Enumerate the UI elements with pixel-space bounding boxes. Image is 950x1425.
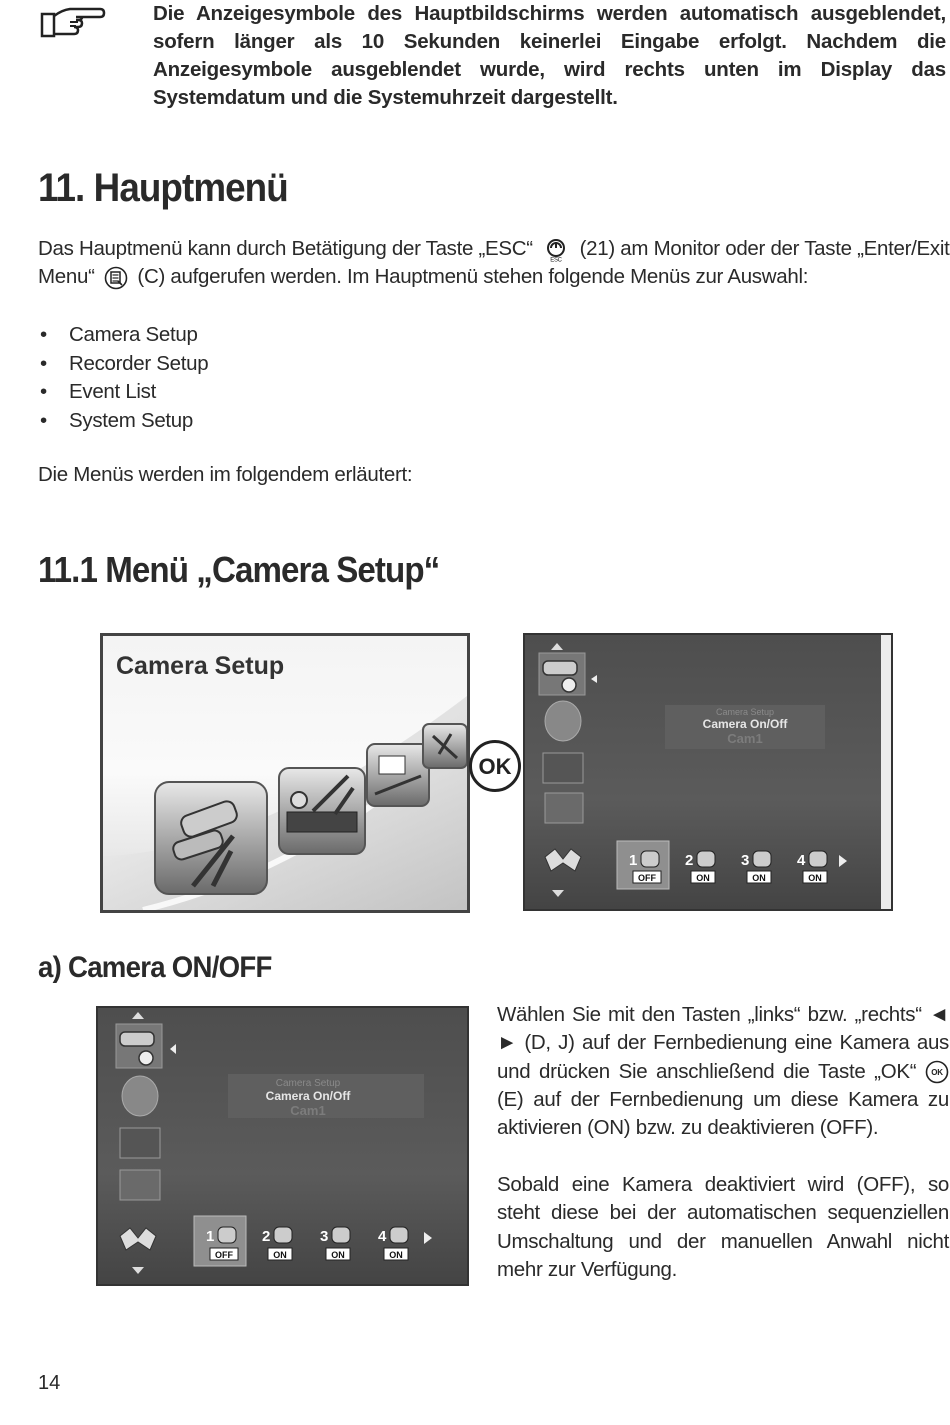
camera-menu-screen <box>525 635 891 909</box>
overlay-title: Camera Setup <box>715 707 775 717</box>
menu-list-item: • System Setup <box>38 407 208 436</box>
ok-button-icon <box>468 739 522 793</box>
pointing-hand-icon <box>40 6 106 40</box>
menu-list-item: • Event List <box>38 378 208 407</box>
butterfly-icon <box>120 1228 156 1250</box>
explain-text: Die Menüs werden im folgendem erläutert: <box>38 463 413 486</box>
camera-icon <box>543 661 577 675</box>
image-icon <box>120 1170 160 1200</box>
instructions-text-a: Wählen Sie mit den Tasten „links“ bzw. „rechts“ ◄ ► (D, J) auf der Fernbedienung eine Kamera aus und drücken Sie anschließend die Taste „OK“ <box>497 1003 949 1083</box>
record-icon <box>120 1128 160 1158</box>
camera-setup-title: Camera Setup <box>116 652 285 680</box>
power-icon <box>139 1051 153 1065</box>
power-icon <box>562 678 576 692</box>
enter-exit-menu-icon <box>104 266 128 290</box>
camera-setup-illustration <box>103 636 467 910</box>
cam-number: 1 <box>206 1228 215 1245</box>
cam-state: ON <box>752 873 766 883</box>
cam-number: 2 <box>685 852 694 869</box>
cam-1-tile[interactable] <box>629 851 661 883</box>
cam-number: 3 <box>320 1228 329 1245</box>
ok-button-icon <box>925 1060 949 1084</box>
section-title: 11. Hauptmenü <box>38 166 288 210</box>
menu-list-item: • Camera Setup <box>38 321 208 350</box>
camera-onoff-instructions <box>497 1001 949 1142</box>
overlay-item: Camera On/Off <box>702 717 788 731</box>
motion-icon <box>545 701 581 741</box>
intro-text-c: Menu“ <box>38 265 95 288</box>
cam-state: ON <box>273 1250 287 1260</box>
scroll-up-arrow-icon <box>132 1012 144 1019</box>
cam-3-tile[interactable] <box>320 1227 350 1260</box>
cam-state: OFF <box>638 873 656 883</box>
menu-list-item: • Recorder Setup <box>38 350 208 379</box>
scroll-up-arrow-icon <box>551 643 563 650</box>
menu-list <box>38 321 208 435</box>
event-list-tile <box>367 744 429 806</box>
cam-2-tile[interactable] <box>685 851 715 883</box>
camera-onoff-title: a) Camera ON/OFF <box>38 951 272 984</box>
scroll-down-arrow-icon <box>132 1267 144 1274</box>
overlay-title: Camera Setup <box>275 1078 341 1089</box>
cam-state: ON <box>696 873 710 883</box>
right-arrow-icon <box>839 855 847 867</box>
cam-2-tile[interactable] <box>262 1227 292 1260</box>
cam-3-tile[interactable] <box>741 851 771 883</box>
record-icon <box>543 753 583 783</box>
cam-number: 4 <box>797 852 806 869</box>
scroll-down-arrow-icon <box>552 890 564 897</box>
motion-icon <box>122 1076 158 1116</box>
cam-number: 2 <box>262 1228 271 1245</box>
cam-4-tile[interactable] <box>378 1227 408 1260</box>
esc-icon-label: ESC <box>550 257 562 262</box>
instructions-text-b: (E) auf der Fernbedienung um diese Kamera zu aktivieren (ON) bzw. zu deaktivieren (OFF). <box>497 1087 949 1140</box>
intro-paragraph <box>38 235 950 291</box>
overlay-value: Cam1 <box>290 1103 326 1118</box>
cam-state: ON <box>331 1250 345 1260</box>
page-number: 14 <box>38 1372 61 1394</box>
cam-state: OFF <box>215 1250 233 1260</box>
ok-badge-label: OK <box>478 754 512 779</box>
camera-off-note: Sobald eine Kamera deaktiviert wird (OFF), so steht diese bei der automatischen sequenziellen Umschaltung und der manuellen Anwahl nicht mehr zur Verfügung. <box>497 1173 949 1281</box>
recorder-setup-tile <box>279 768 365 854</box>
butterfly-icon <box>545 849 581 871</box>
overlay-item: Camera On/Off <box>265 1089 351 1103</box>
cam-number: 3 <box>741 852 750 869</box>
camera-icon <box>120 1032 154 1046</box>
intro-text-b: (21) am Monitor oder der Taste „Enter/Exit <box>579 237 950 260</box>
camera-setup-screenshot <box>100 633 470 913</box>
esc-button-icon <box>544 238 568 262</box>
cam-number: 1 <box>629 852 638 869</box>
note-text: Die Anzeigesymbole des Hauptbildschirms werden automatisch ausgeblendet, sofern länger als 10 Sekunden keinerlei Eingabe erfolgt. Nachdem die Anzeigesymbole ausgeblendet wurde, wird rechts unten im Display das Systemdatum und die Systemuhrzeit dargestellt. <box>153 2 946 109</box>
subsection-title: 11.1 Menü „Camera Setup“ <box>38 549 440 590</box>
camera-menu-screen <box>98 1008 467 1284</box>
cam-number: 4 <box>378 1228 387 1245</box>
left-arrow-icon <box>170 1044 176 1054</box>
cam-4-tile[interactable] <box>797 851 827 883</box>
right-arrow-icon <box>424 1232 432 1244</box>
intro-text-d: (C) aufgerufen werden. Im Hauptmenü stehen folgende Menüs zur Auswahl: <box>137 265 809 288</box>
camera-setup-tile <box>155 782 267 894</box>
image-icon <box>545 793 583 823</box>
cam-state: ON <box>808 873 822 883</box>
camera-onoff-screenshot-top <box>523 633 893 911</box>
ok-icon-label: OK <box>931 1068 943 1078</box>
system-setup-tile <box>423 724 467 768</box>
left-arrow-icon <box>591 675 597 683</box>
overlay-value: Cam1 <box>727 731 763 746</box>
cam-state: ON <box>389 1250 403 1260</box>
camera-onoff-screenshot <box>96 1006 469 1286</box>
intro-text-a: Das Hauptmenü kann durch Betätigung der Taste „ESC“ <box>38 237 533 260</box>
